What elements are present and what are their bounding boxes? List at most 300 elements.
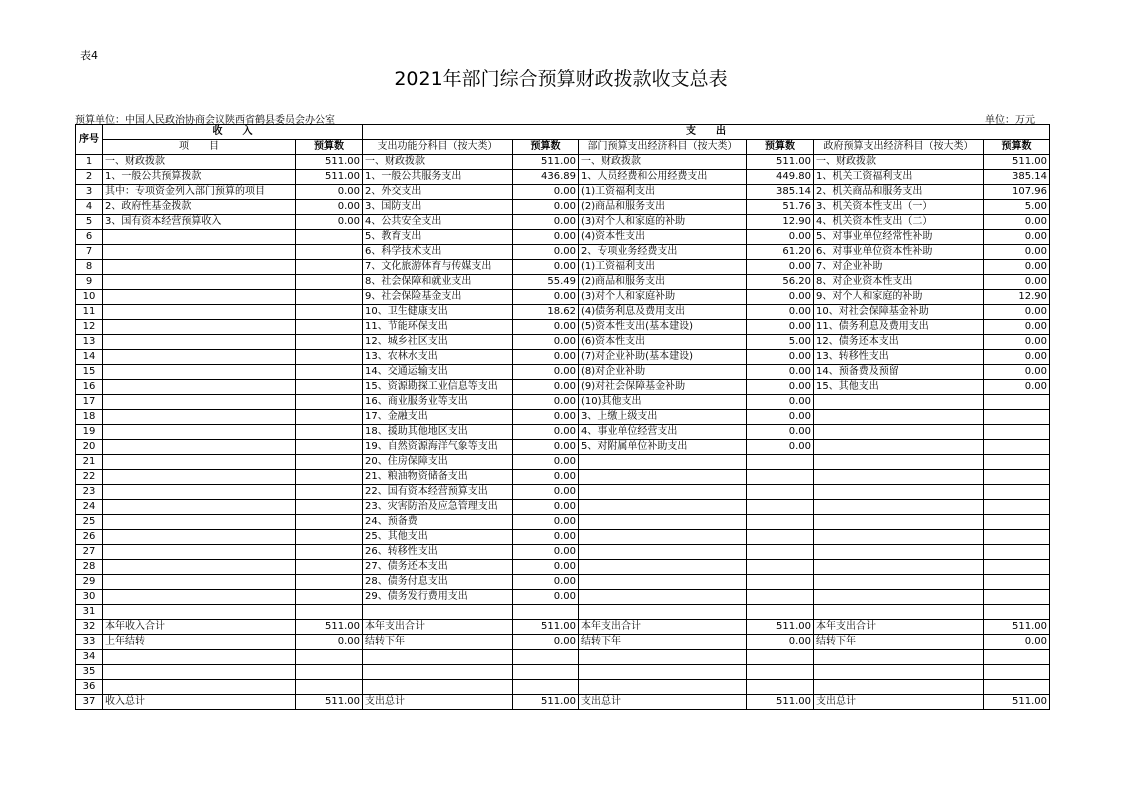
budget-unit-label: 预算单位：中国人民政治协商会议陕西省鹤县委员会办公室 xyxy=(75,115,335,126)
income-item-cell: 本年收入合计 xyxy=(103,620,296,635)
dept-amount-cell xyxy=(747,560,814,575)
dept-amount-cell: 0.00 xyxy=(747,320,814,335)
expense-header: 支 出 xyxy=(363,125,1050,140)
func-class-cell: 17、金融支出 xyxy=(363,410,513,425)
income-amount-cell xyxy=(296,440,363,455)
table-row xyxy=(76,410,1050,425)
seq-cell: 25 xyxy=(76,515,103,530)
dept-amount-cell: 0.00 xyxy=(747,365,814,380)
func-amount-cell: 0.00 xyxy=(513,545,579,560)
income-item-cell xyxy=(103,680,296,695)
seq-cell: 19 xyxy=(76,425,103,440)
func-amount-header: 预算数 xyxy=(513,140,579,155)
income-item-cell xyxy=(103,500,296,515)
dept-amount-cell: 449.80 xyxy=(747,170,814,185)
income-item-cell xyxy=(103,335,296,350)
gov-amount-cell xyxy=(984,500,1050,515)
gov-econ-cell: 1、机关工资福利支出 xyxy=(814,170,984,185)
income-item-cell: 收入总计 xyxy=(103,695,296,710)
gov-econ-cell: 结转下年 xyxy=(814,635,984,650)
gov-amount-cell: 0.00 xyxy=(984,335,1050,350)
dept-amount-cell xyxy=(747,515,814,530)
income-amount-cell xyxy=(296,590,363,605)
income-amount-cell: 0.00 xyxy=(296,635,363,650)
gov-econ-cell xyxy=(814,425,984,440)
func-amount-cell: 0.00 xyxy=(513,320,579,335)
func-class-cell: 24、预备费 xyxy=(363,515,513,530)
dept-amount-cell: 0.00 xyxy=(747,440,814,455)
seq-cell: 29 xyxy=(76,575,103,590)
dept-econ-cell: (1)工资福利支出 xyxy=(579,185,747,200)
func-amount-cell: 0.00 xyxy=(513,455,579,470)
dept-amount-cell: 0.00 xyxy=(747,635,814,650)
page-title: 2021年部门综合预算财政拨款收支总表 xyxy=(394,68,728,90)
func-amount-cell: 0.00 xyxy=(513,365,579,380)
gov-econ-cell xyxy=(814,575,984,590)
dept-amount-cell xyxy=(747,575,814,590)
dept-econ-cell: 3、上缴上级支出 xyxy=(579,410,747,425)
income-item-cell xyxy=(103,470,296,485)
dept-econ-cell xyxy=(579,680,747,695)
seq-cell: 31 xyxy=(76,605,103,620)
income-item-cell xyxy=(103,650,296,665)
seq-cell: 27 xyxy=(76,545,103,560)
func-class-cell: 19、自然资源海洋气象等支出 xyxy=(363,440,513,455)
income-amount-cell xyxy=(296,230,363,245)
seq-cell: 37 xyxy=(76,695,103,710)
func-class-cell xyxy=(363,680,513,695)
table-row xyxy=(76,365,1050,380)
gov-amount-cell xyxy=(984,605,1050,620)
dept-econ-cell: (9)对社会保障基金补助 xyxy=(579,380,747,395)
gov-econ-cell: 12、债务还本支出 xyxy=(814,335,984,350)
dept-econ-cell: 5、对附属单位补助支出 xyxy=(579,440,747,455)
income-amount-cell xyxy=(296,515,363,530)
func-class-cell: 10、卫生健康支出 xyxy=(363,305,513,320)
income-item-cell xyxy=(103,275,296,290)
dept-amount-cell: 61.20 xyxy=(747,245,814,260)
func-class-cell: 22、国有资本经营预算支出 xyxy=(363,485,513,500)
dept-econ-cell xyxy=(579,500,747,515)
func-class-cell: 支出总计 xyxy=(363,695,513,710)
func-class-cell: 本年支出合计 xyxy=(363,620,513,635)
dept-amount-cell: 0.00 xyxy=(747,290,814,305)
func-class-cell: 结转下年 xyxy=(363,635,513,650)
income-item-cell xyxy=(103,605,296,620)
func-amount-cell: 0.00 xyxy=(513,185,579,200)
dept-econ-cell: (6)资本性支出 xyxy=(579,335,747,350)
func-amount-cell: 0.00 xyxy=(513,590,579,605)
gov-econ-cell: 13、转移性支出 xyxy=(814,350,984,365)
gov-econ-cell xyxy=(814,440,984,455)
func-amount-cell xyxy=(513,665,579,680)
gov-amount-cell xyxy=(984,575,1050,590)
table-header xyxy=(76,125,1050,155)
seq-cell: 30 xyxy=(76,590,103,605)
table-row xyxy=(76,320,1050,335)
gov-amount-cell xyxy=(984,440,1050,455)
seq-cell: 26 xyxy=(76,530,103,545)
income-amount-cell xyxy=(296,290,363,305)
gov-econ-cell: 5、对事业单位经常性补助 xyxy=(814,230,984,245)
seq-cell: 16 xyxy=(76,380,103,395)
income-item-cell xyxy=(103,350,296,365)
dept-amount-cell: 0.00 xyxy=(747,260,814,275)
income-item-cell xyxy=(103,260,296,275)
gov-amount-cell xyxy=(984,590,1050,605)
func-amount-cell: 0.00 xyxy=(513,395,579,410)
dept-amount-cell: 511.00 xyxy=(747,695,814,710)
gov-econ-cell: 支出总计 xyxy=(814,695,984,710)
seq-cell: 33 xyxy=(76,635,103,650)
func-amount-cell: 511.00 xyxy=(513,695,579,710)
table-row xyxy=(76,575,1050,590)
func-class-cell: 28、债务付息支出 xyxy=(363,575,513,590)
income-item-cell: 1、一般公共预算拨款 xyxy=(103,170,296,185)
income-amount-cell xyxy=(296,260,363,275)
gov-amount-header: 预算数 xyxy=(984,140,1050,155)
income-item-cell xyxy=(103,530,296,545)
income-item-cell xyxy=(103,320,296,335)
seq-cell: 2 xyxy=(76,170,103,185)
seq-cell: 1 xyxy=(76,155,103,170)
func-amount-cell: 0.00 xyxy=(513,350,579,365)
income-item-cell xyxy=(103,365,296,380)
income-amount-cell: 0.00 xyxy=(296,200,363,215)
income-item-cell xyxy=(103,665,296,680)
income-amount-cell xyxy=(296,485,363,500)
seq-cell: 21 xyxy=(76,455,103,470)
gov-econ-cell xyxy=(814,680,984,695)
income-item-cell: 3、国有资本经营预算收入 xyxy=(103,215,296,230)
income-amount-header: 预算数 xyxy=(296,140,363,155)
gov-amount-cell: 0.00 xyxy=(984,275,1050,290)
func-amount-cell: 0.00 xyxy=(513,410,579,425)
dept-amount-cell xyxy=(747,665,814,680)
table-row xyxy=(76,695,1050,710)
income-item-cell xyxy=(103,425,296,440)
table-row xyxy=(76,470,1050,485)
income-amount-cell xyxy=(296,470,363,485)
func-class-cell xyxy=(363,650,513,665)
income-amount-cell xyxy=(296,560,363,575)
func-class-cell: 18、援助其他地区支出 xyxy=(363,425,513,440)
income-item-cell xyxy=(103,305,296,320)
dept-econ-cell: (1)工资福利支出 xyxy=(579,260,747,275)
dept-amount-cell: 0.00 xyxy=(747,380,814,395)
income-item-cell: 上年结转 xyxy=(103,635,296,650)
dept-econ-header: 部门预算支出经济科目（按大类） xyxy=(579,140,747,155)
table-row xyxy=(76,155,1050,170)
func-class-cell: 29、债务发行费用支出 xyxy=(363,590,513,605)
table-row xyxy=(76,275,1050,290)
dept-econ-cell: (8)对企业补助 xyxy=(579,365,747,380)
income-item-cell: 其中：专项资金列入部门预算的项目 xyxy=(103,185,296,200)
func-class-cell: 11、节能环保支出 xyxy=(363,320,513,335)
gov-amount-cell xyxy=(984,425,1050,440)
func-amount-cell: 0.00 xyxy=(513,440,579,455)
dept-amount-cell: 0.00 xyxy=(747,425,814,440)
dept-amount-cell: 0.00 xyxy=(747,395,814,410)
func-class-cell xyxy=(363,605,513,620)
income-amount-cell xyxy=(296,425,363,440)
dept-econ-cell xyxy=(579,515,747,530)
gov-econ-cell: 一、财政拨款 xyxy=(814,155,984,170)
table-row xyxy=(76,425,1050,440)
income-amount-cell xyxy=(296,545,363,560)
func-class-cell: 16、商业服务业等支出 xyxy=(363,395,513,410)
gov-econ-cell xyxy=(814,590,984,605)
income-amount-cell: 511.00 xyxy=(296,170,363,185)
seq-cell: 18 xyxy=(76,410,103,425)
table-row xyxy=(76,380,1050,395)
gov-amount-cell xyxy=(984,650,1050,665)
func-amount-cell: 18.62 xyxy=(513,305,579,320)
dept-econ-cell: (2)商品和服务支出 xyxy=(579,275,747,290)
income-item-cell xyxy=(103,515,296,530)
income-amount-cell xyxy=(296,275,363,290)
income-amount-cell: 0.00 xyxy=(296,185,363,200)
table-row xyxy=(76,605,1050,620)
table-row xyxy=(76,200,1050,215)
func-amount-cell: 0.00 xyxy=(513,200,579,215)
seq-cell: 32 xyxy=(76,620,103,635)
func-class-cell: 5、教育支出 xyxy=(363,230,513,245)
income-amount-cell xyxy=(296,665,363,680)
dept-econ-cell: (10)其他支出 xyxy=(579,395,747,410)
table-row xyxy=(76,635,1050,650)
income-item-cell xyxy=(103,440,296,455)
dept-amount-cell: 511.00 xyxy=(747,155,814,170)
func-class-cell: 一、财政拨款 xyxy=(363,155,513,170)
income-item-cell xyxy=(103,245,296,260)
income-amount-cell: 0.00 xyxy=(296,215,363,230)
table-row xyxy=(76,620,1050,635)
gov-econ-cell xyxy=(814,515,984,530)
gov-econ-cell xyxy=(814,470,984,485)
dept-amount-header: 预算数 xyxy=(747,140,814,155)
dept-econ-cell: 结转下年 xyxy=(579,635,747,650)
func-amount-cell: 0.00 xyxy=(513,500,579,515)
gov-amount-cell xyxy=(984,680,1050,695)
func-class-cell xyxy=(363,665,513,680)
seq-cell: 11 xyxy=(76,305,103,320)
dept-amount-cell: 56.20 xyxy=(747,275,814,290)
gov-econ-cell: 2、机关商品和服务支出 xyxy=(814,185,984,200)
func-class-cell: 1、一般公共服务支出 xyxy=(363,170,513,185)
income-amount-cell xyxy=(296,530,363,545)
dept-amount-cell: 5.00 xyxy=(747,335,814,350)
dept-amount-cell: 0.00 xyxy=(747,305,814,320)
func-class-cell: 23、灾害防治及应急管理支出 xyxy=(363,500,513,515)
seq-cell: 34 xyxy=(76,650,103,665)
table-row xyxy=(76,665,1050,680)
income-amount-cell xyxy=(296,245,363,260)
dept-econ-cell: 本年支出合计 xyxy=(579,620,747,635)
gov-amount-cell: 385.14 xyxy=(984,170,1050,185)
func-class-cell: 4、公共安全支出 xyxy=(363,215,513,230)
gov-amount-cell xyxy=(984,485,1050,500)
gov-econ-cell xyxy=(814,395,984,410)
seq-cell: 7 xyxy=(76,245,103,260)
seq-cell: 13 xyxy=(76,335,103,350)
func-amount-cell: 0.00 xyxy=(513,560,579,575)
gov-econ-cell: 14、预备费及预留 xyxy=(814,365,984,380)
dept-econ-cell xyxy=(579,560,747,575)
gov-econ-cell xyxy=(814,650,984,665)
income-amount-cell xyxy=(296,500,363,515)
income-item-cell xyxy=(103,290,296,305)
dept-amount-cell xyxy=(747,605,814,620)
table-row xyxy=(76,440,1050,455)
dept-amount-cell xyxy=(747,470,814,485)
unit-info-row xyxy=(75,111,1035,124)
func-class-cell: 25、其他支出 xyxy=(363,530,513,545)
dept-econ-cell xyxy=(579,590,747,605)
gov-amount-cell xyxy=(984,560,1050,575)
table-row xyxy=(76,170,1050,185)
gov-econ-cell xyxy=(814,455,984,470)
dept-amount-cell xyxy=(747,545,814,560)
func-class-cell: 27、债务还本支出 xyxy=(363,560,513,575)
func-amount-cell xyxy=(513,680,579,695)
gov-amount-cell: 0.00 xyxy=(984,365,1050,380)
gov-amount-cell: 0.00 xyxy=(984,215,1050,230)
currency-unit-label: 单位：万元 xyxy=(985,115,1035,126)
income-amount-cell xyxy=(296,575,363,590)
func-class-cell: 9、社会保险基金支出 xyxy=(363,290,513,305)
table-row xyxy=(76,560,1050,575)
dept-econ-cell xyxy=(579,665,747,680)
income-item-cell xyxy=(103,410,296,425)
gov-econ-cell xyxy=(814,560,984,575)
func-amount-cell xyxy=(513,650,579,665)
dept-amount-cell: 0.00 xyxy=(747,410,814,425)
gov-econ-cell: 15、其他支出 xyxy=(814,380,984,395)
func-class-cell: 7、文化旅游体育与传媒支出 xyxy=(363,260,513,275)
gov-econ-header: 政府预算支出经济科目（按大类） xyxy=(814,140,984,155)
table-row xyxy=(76,350,1050,365)
table-row xyxy=(76,515,1050,530)
func-amount-cell xyxy=(513,605,579,620)
func-amount-cell: 0.00 xyxy=(513,515,579,530)
dept-econ-cell: (4)资本性支出 xyxy=(579,230,747,245)
dept-econ-cell: 4、事业单位经营支出 xyxy=(579,425,747,440)
gov-amount-cell xyxy=(984,515,1050,530)
income-item-cell xyxy=(103,575,296,590)
income-amount-cell xyxy=(296,320,363,335)
gov-econ-cell: 本年支出合计 xyxy=(814,620,984,635)
income-amount-cell xyxy=(296,365,363,380)
dept-amount-cell: 0.00 xyxy=(747,230,814,245)
budget-summary-table xyxy=(75,124,1050,710)
income-item-cell xyxy=(103,560,296,575)
seq-cell: 20 xyxy=(76,440,103,455)
dept-econ-cell: 支出总计 xyxy=(579,695,747,710)
dept-econ-cell: (4)债务利息及费用支出 xyxy=(579,305,747,320)
func-class-header: 支出功能分科目（按大类） xyxy=(363,140,513,155)
dept-econ-cell: 1、人员经费和公用经费支出 xyxy=(579,170,747,185)
gov-amount-cell: 0.00 xyxy=(984,350,1050,365)
gov-amount-cell xyxy=(984,395,1050,410)
seq-cell: 17 xyxy=(76,395,103,410)
gov-amount-cell: 511.00 xyxy=(984,155,1050,170)
seq-cell: 3 xyxy=(76,185,103,200)
func-class-cell: 26、转移性支出 xyxy=(363,545,513,560)
dept-amount-cell xyxy=(747,455,814,470)
dept-econ-cell: (2)商品和服务支出 xyxy=(579,200,747,215)
func-amount-cell: 511.00 xyxy=(513,620,579,635)
func-class-cell: 2、外交支出 xyxy=(363,185,513,200)
gov-econ-cell: 4、机关资本性支出（二） xyxy=(814,215,984,230)
gov-amount-cell: 12.90 xyxy=(984,290,1050,305)
gov-amount-cell xyxy=(984,410,1050,425)
income-amount-cell xyxy=(296,650,363,665)
func-amount-cell: 0.00 xyxy=(513,260,579,275)
dept-econ-cell: (3)对个人和家庭的补助 xyxy=(579,215,747,230)
income-amount-cell xyxy=(296,410,363,425)
gov-econ-cell xyxy=(814,545,984,560)
gov-amount-cell xyxy=(984,665,1050,680)
item-header: 项 目 xyxy=(103,140,296,155)
gov-amount-cell xyxy=(984,470,1050,485)
table-body xyxy=(76,155,1050,710)
func-class-cell: 8、社会保障和就业支出 xyxy=(363,275,513,290)
func-amount-cell: 55.49 xyxy=(513,275,579,290)
dept-econ-cell xyxy=(579,530,747,545)
seq-cell: 14 xyxy=(76,350,103,365)
func-class-cell: 15、资源勘探工业信息等支出 xyxy=(363,380,513,395)
income-header: 收 入 xyxy=(103,125,363,140)
gov-amount-cell: 0.00 xyxy=(984,245,1050,260)
func-amount-cell: 0.00 xyxy=(513,215,579,230)
func-class-cell: 13、农林水支出 xyxy=(363,350,513,365)
func-amount-cell: 511.00 xyxy=(513,155,579,170)
func-class-cell: 20、住房保障支出 xyxy=(363,455,513,470)
income-amount-cell: 511.00 xyxy=(296,695,363,710)
table-row xyxy=(76,290,1050,305)
table-row xyxy=(76,485,1050,500)
income-amount-cell xyxy=(296,395,363,410)
income-amount-cell xyxy=(296,380,363,395)
gov-amount-cell: 0.00 xyxy=(984,230,1050,245)
dept-amount-cell: 511.00 xyxy=(747,620,814,635)
seq-cell: 35 xyxy=(76,665,103,680)
seq-cell: 28 xyxy=(76,560,103,575)
func-amount-cell: 436.89 xyxy=(513,170,579,185)
income-item-cell xyxy=(103,590,296,605)
table-row xyxy=(76,245,1050,260)
table-row xyxy=(76,305,1050,320)
func-class-cell: 3、国防支出 xyxy=(363,200,513,215)
gov-amount-cell: 0.00 xyxy=(984,320,1050,335)
table-row xyxy=(76,215,1050,230)
dept-econ-cell: 2、专项业务经费支出 xyxy=(579,245,747,260)
dept-econ-cell xyxy=(579,485,747,500)
gov-amount-cell: 0.00 xyxy=(984,635,1050,650)
income-item-cell xyxy=(103,485,296,500)
table-row xyxy=(76,590,1050,605)
dept-amount-cell xyxy=(747,680,814,695)
func-amount-cell: 0.00 xyxy=(513,290,579,305)
dept-econ-cell xyxy=(579,455,747,470)
income-item-cell xyxy=(103,230,296,245)
func-class-cell: 12、城乡社区支出 xyxy=(363,335,513,350)
table-number-label: 表4 xyxy=(80,49,98,62)
table-row xyxy=(76,650,1050,665)
table-row xyxy=(76,395,1050,410)
dept-econ-cell: (3)对个人和家庭补助 xyxy=(579,290,747,305)
